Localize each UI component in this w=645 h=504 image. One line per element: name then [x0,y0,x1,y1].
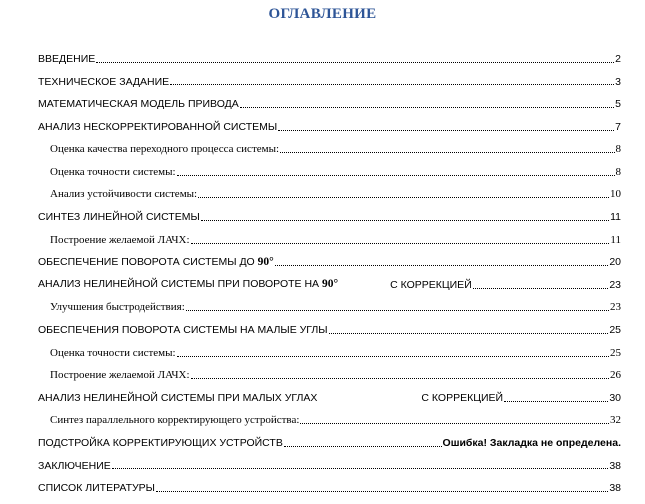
toc-entry-text: МАТЕМАТИЧЕСКАЯ МОДЕЛЬ ПРИВОДА [38,98,239,111]
toc-entry-title [38,438,283,449]
dot-leader [275,265,609,266]
toc-page-number: 10 [610,188,621,201]
toc-entry[interactable] [38,319,621,342]
toc-entry-title [38,461,111,472]
toc-entry-angle: 90° [257,255,274,268]
toc-page-number: 26 [610,369,621,382]
toc-entry[interactable] [38,161,621,184]
toc-entry-suffix: С КОРРЕКЦИЕЙ [390,278,472,291]
toc-entry-title [38,279,338,291]
toc-entry-text: Оценка точности системы: [50,346,176,359]
dot-leader [240,107,614,108]
toc-page-number: 32 [610,414,621,427]
toc-entry[interactable] [38,364,621,387]
page-title: ОГЛАВЛЕНИЕ [268,6,377,22]
dot-leader [156,491,608,492]
toc-entry-text: Построение желаемой ЛАЧХ: [50,369,190,382]
toc-entry-title [38,483,155,494]
toc-entry-title [38,257,274,269]
toc-entry[interactable] [38,116,621,139]
toc-entry-text: ОБЕСПЕЧЕНИЕ ПОВОРОТА СИСТЕМЫ ДО [38,255,258,268]
toc-entry[interactable] [38,410,621,433]
toc-page-number: 5 [615,98,621,111]
toc-entry-text: ВВЕДЕНИЕ [38,53,96,66]
toc-entry-title [50,144,279,155]
dot-leader [191,243,610,244]
toc-entry-title [38,122,277,133]
toc-page-number: 23 [610,301,621,314]
toc-entry-text: ТЕХНИЧЕСКОЕ ЗАДАНИЕ [38,75,170,88]
toc-page-number: 38 [609,482,621,495]
toc-page-number: 30 [609,391,621,404]
toc-entry-text: АНАЛИЗ НЕСКОРРЕКТИРОВАННОЙ СИСТЕМЫ [38,120,278,133]
toc-entry[interactable] [38,455,621,478]
toc-entry-title [50,302,185,313]
toc-entry-text: ЗАКЛЮЧЕНИЕ [38,459,111,472]
toc-page-number: 25 [609,324,621,337]
toc-entry-text: АНАЛИЗ НЕЛИНЕЙНОЙ СИСТЕМЫ ПРИ МАЛЫХ УГЛАХ [38,391,318,404]
toc-entry[interactable] [38,297,621,320]
dot-leader [280,152,614,153]
toc-entry[interactable] [38,251,621,274]
toc-entry[interactable] [38,184,621,207]
dot-leader [278,130,614,131]
toc-page-number: 3 [615,75,621,88]
toc-entry-title [50,415,299,426]
dot-leader [186,310,609,311]
toc-entry-text: Улучшения быстродействия: [50,301,185,314]
toc-page-number: 8 [615,143,621,156]
dot-leader [201,220,609,221]
toc-entry[interactable] [38,206,621,229]
toc-entry-text: Оценка точности системы: [50,165,176,178]
toc-page-number: 25 [610,346,621,359]
toc-entry-text: ПОДСТРОЙКА КОРРЕКТИРУЮЩИХ УСТРОЙСТВ [38,437,283,450]
toc-entry[interactable] [38,93,621,116]
dot-leader [170,84,614,85]
dot-leader [284,446,442,447]
dot-leader [96,62,614,63]
toc-entry-title [38,212,200,223]
toc-entry-title [38,77,169,88]
toc-page-number: 7 [615,120,621,133]
toc-entry-title [38,99,239,110]
dot-leader [300,423,609,424]
bookmark-error-text: Ошибка! Закладка не определена. [442,437,621,450]
toc-entry[interactable] [38,48,621,71]
toc-entry-text: ОБЕСПЕЧЕНИЯ ПОВОРОТА СИСТЕМЫ НА МАЛЫЕ УГЛЫ [38,324,328,337]
toc-entry[interactable] [38,71,621,94]
toc-entry[interactable] [38,229,621,252]
toc-entry-text: Синтез параллельного корректирующего устройства: [50,414,300,427]
toc-page-number: 11 [610,233,621,246]
toc-entry-text: Оценка качества переходного процесса системы: [50,143,280,156]
table-of-contents [38,48,621,500]
toc-entry-text: Анализ устойчивости системы: [50,188,198,201]
toc-entry-text: АНАЛИЗ НЕЛИНЕЙНОЙ СИСТЕМЫ ПРИ ПОВОРОТЕ НА [38,278,322,291]
toc-page-number: 23 [609,278,621,291]
dot-leader [191,378,609,379]
toc-entry-title [38,54,95,65]
dot-leader [473,288,609,289]
toc-page-number: 20 [609,256,621,269]
dot-leader [329,333,609,334]
dot-leader [177,175,615,176]
toc-entry-suffix: С КОРРЕКЦИЕЙ [421,391,504,404]
toc-entry-title [38,325,328,336]
toc-entry-text: СПИСОК ЛИТЕРАТУРЫ [38,482,155,495]
toc-entry[interactable] [38,387,621,410]
toc-page-number: 38 [609,459,621,472]
toc-entry-title [50,235,190,246]
toc-entry[interactable] [38,477,621,500]
dot-leader [177,356,609,357]
toc-entry-text: СИНТЕЗ ЛИНЕЙНОЙ СИСТЕМЫ [38,211,200,224]
toc-entry-title [50,167,176,178]
toc-entry-title [38,393,317,404]
toc-entry[interactable] [38,432,621,455]
toc-page-number: 11 [610,211,621,224]
toc-entry-title [50,370,190,381]
toc-entry-text: Построение желаемой ЛАЧХ: [50,233,190,246]
toc-entry[interactable] [38,274,621,297]
toc-page-number: 8 [615,165,621,178]
toc-page-number: 2 [615,53,621,66]
dot-leader [112,468,609,469]
dot-leader [504,401,608,402]
toc-entry-title [50,189,197,200]
toc-entry[interactable] [38,138,621,161]
dot-leader [198,197,609,198]
toc-entry[interactable] [38,342,621,365]
toc-entry-title [50,348,176,359]
toc-entry-angle: 90° [321,278,339,291]
